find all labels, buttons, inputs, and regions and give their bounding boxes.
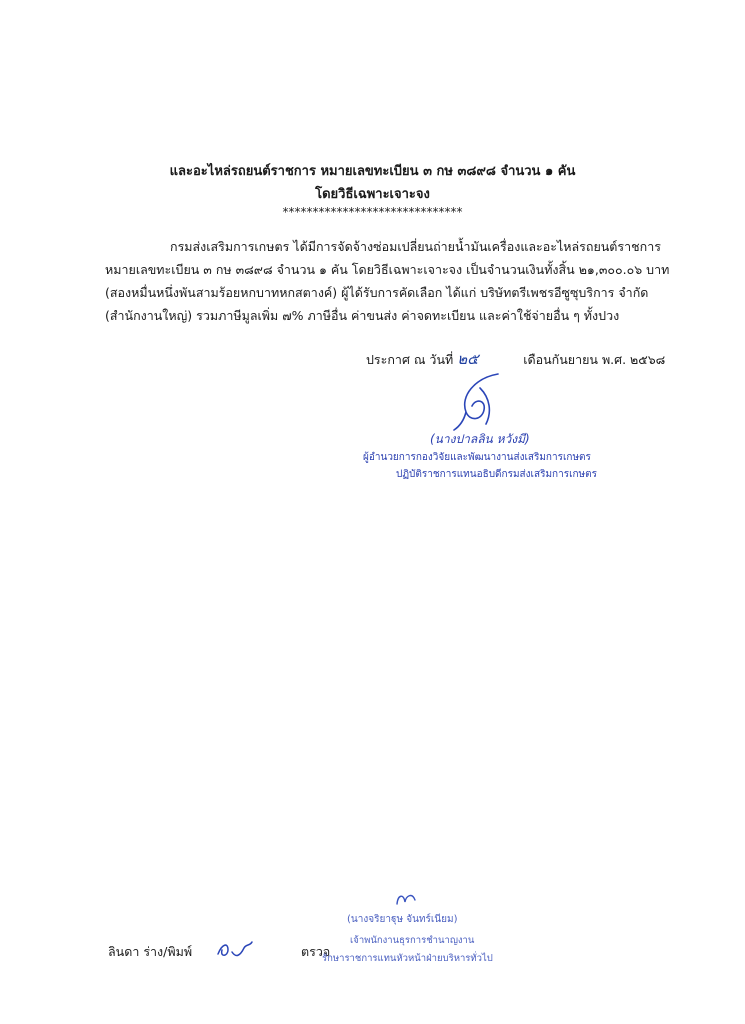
announcement-suffix: เดือนกันยายน พ.ศ. ๒๕๖๘	[523, 352, 666, 367]
reviewer-name: (นางจริยาฐุษ จันทร์เนียม)	[347, 914, 458, 925]
document-title-line1: และอะไหล่รถยนต์ราชการ หมายเลขทะเบียน ๓ กษ ๓๘๙๘ จำนวน ๑ คัน	[169, 164, 576, 179]
body-line-4: (สำนักงานใหญ่) รวมภาษีมูลเพิ่ม ๗% ภาษีอื่น ค่าขนส่ง ค่าจดทะเบียน และค่าใช้จ่ายอื่น ๆ ทั้งปวง	[105, 308, 620, 323]
signatory-position-line2: ปฏิบัติราชการแทนอธิบดีกรมส่งเสริมการเกษตร	[396, 469, 598, 480]
signatory-position-line1: ผู้อำนวยการกองวิจัยและพัฒนางานส่งเสริมการเกษตร	[363, 452, 591, 463]
announcement-day: ๒๕	[457, 350, 479, 368]
reviewer-signature-mark	[394, 890, 418, 910]
announcement-prefix: ประกาศ ณ วันที่	[366, 352, 454, 367]
check-label: ตรวจ	[301, 944, 331, 959]
reviewer-position-line2: รักษาราชการแทนหัวหน้าฝ่ายบริหารทั่วไป	[322, 953, 493, 964]
body-line-2: หมายเลขทะเบียน ๓ กษ ๓๘๙๘ จำนวน ๑ คัน โดยวิธีเฉพาะเจาะจง เป็นจำนวนเงินทั้งสิ้น ๒๑,๓๐๐.๐๖ บาท	[105, 262, 670, 277]
document-title-line2: โดยวิธีเฉพาะเจาะจง	[315, 187, 430, 202]
signature-mark	[420, 368, 530, 438]
drafter-initials-mark	[214, 938, 254, 960]
drafter-label: ลินดา ร่าง/พิมพ์	[108, 944, 193, 959]
signatory-name: (นางปาลลิน หวังมี)	[430, 432, 530, 446]
body-line-1: กรมส่งเสริมการเกษตร ได้มีการจัดจ้างซ่อมเปลี่ยนถ่ายน้ำมันเครื่องและอะไหล่รถยนต์ราชการ	[170, 239, 661, 254]
title-divider: ******************************	[282, 205, 463, 219]
reviewer-position-line1: เจ้าพนักงานธุรการชำนาญงาน	[350, 935, 475, 946]
body-line-3: (สองหมื่นหนึ่งพันสามร้อยหกบาทหกสตางค์) ผู้ได้รับการคัดเลือก ได้แก่ บริษัทตรีเพชรอีซูซุบริการ จำกัด	[105, 285, 649, 300]
